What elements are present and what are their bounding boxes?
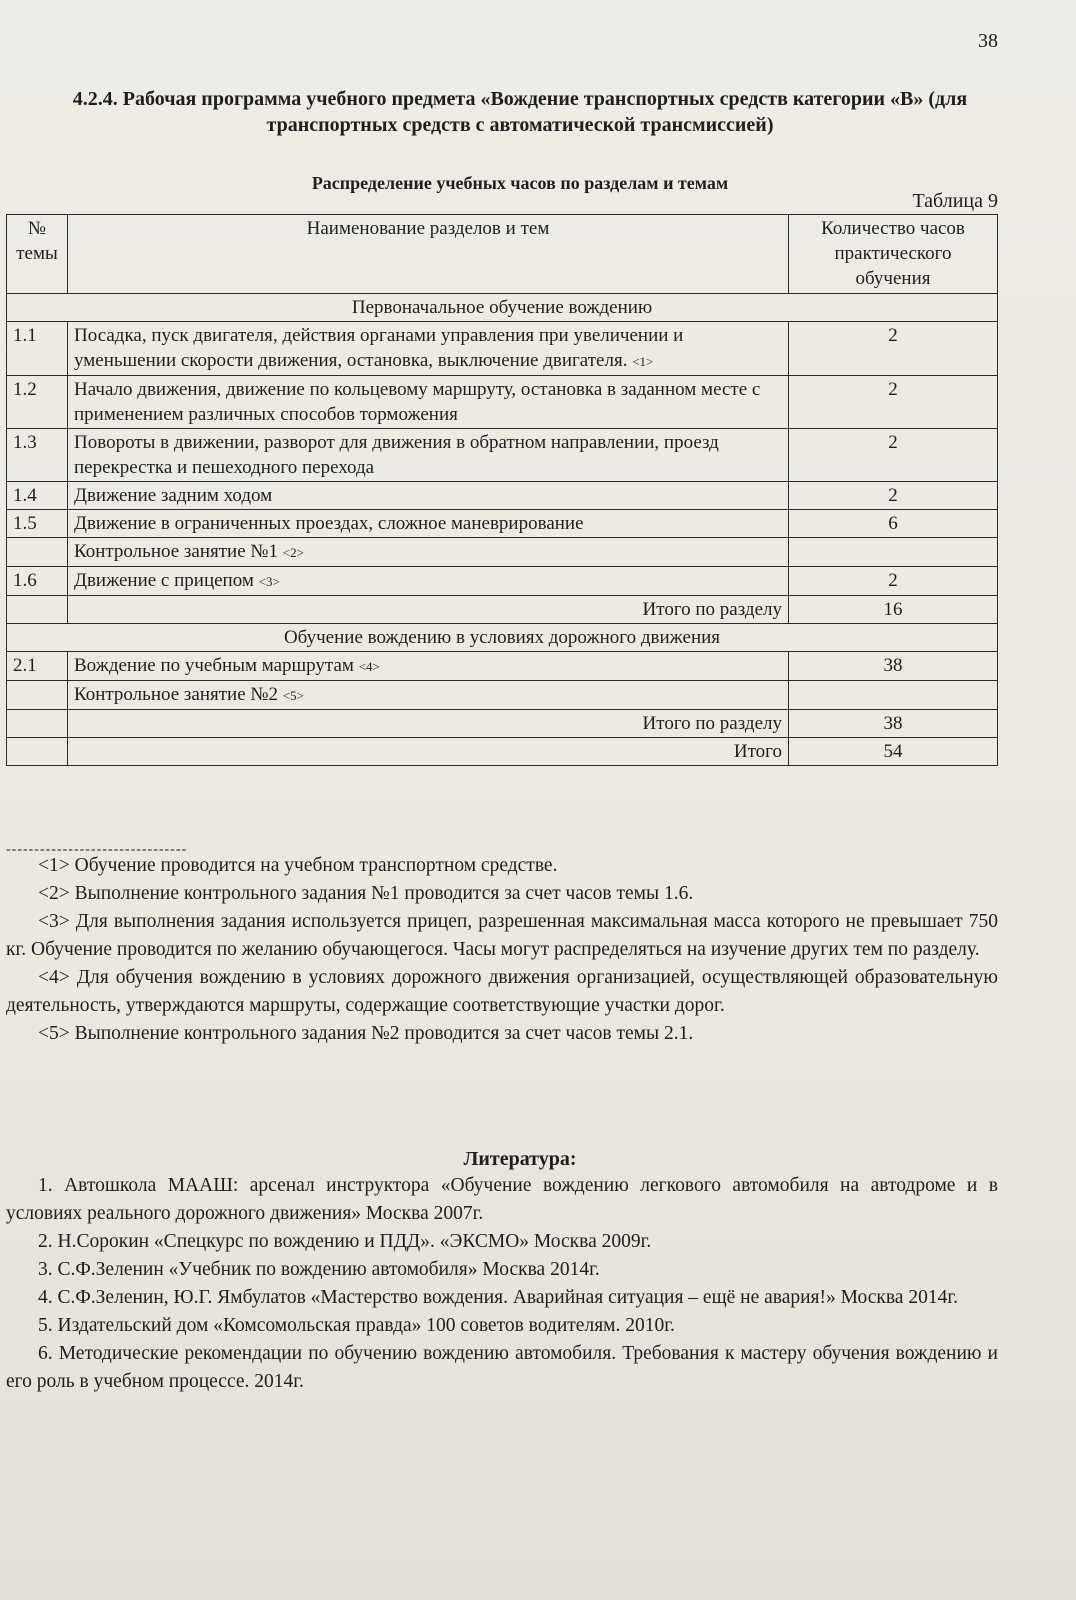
row-num: 1.3 — [7, 429, 68, 482]
section-title-row — [7, 294, 998, 322]
section-title-row — [7, 624, 998, 652]
row-name: Контрольное занятие №2 <5> — [68, 681, 789, 710]
row-num: 1.6 — [7, 567, 68, 596]
literature-item: 2. Н.Сорокин «Спецкурс по вождению и ПДД». «ЭКСМО» Москва 2009г. — [38, 1231, 652, 1252]
literature-item: 5. Издательский дом «Комсомольская правда» 100 советов водителям. 2010г. — [38, 1315, 675, 1336]
footnote-ref: <4> — [358, 659, 380, 674]
page-title: 4.2.4. Рабочая программа учебного предмета «Вождение транспортных средств категории «В» (для транспортных средств с автоматической трансмиссией) — [72, 88, 968, 136]
row-hours — [789, 681, 998, 710]
table-row — [7, 429, 998, 482]
row-num: 1.5 — [7, 510, 68, 538]
footnote-ref: <5> — [282, 688, 304, 703]
header-hours: Количество часов практического обучения — [789, 215, 998, 294]
table-row — [7, 322, 998, 376]
grand-total-hours: 54 — [789, 738, 998, 766]
row-name: Движение в ограниченных проездах, сложное маневрирование — [68, 510, 789, 538]
section-total-hours: 38 — [789, 710, 998, 738]
footnote: <1> Обучение проводится на учебном транспортном средстве. — [38, 855, 558, 876]
row-name: Движение задним ходом — [68, 482, 789, 510]
section-total-hours: 16 — [789, 596, 998, 624]
grand-total-row — [7, 738, 998, 766]
table-row — [7, 482, 998, 510]
row-num: 1.1 — [7, 322, 68, 376]
footnotes — [6, 852, 998, 1048]
row-num: 1.2 — [7, 376, 68, 429]
section-total-label: Итого по разделу — [68, 710, 789, 738]
footnote: <2> Выполнение контрольного задания №1 проводится за счет часов темы 1.6. — [38, 883, 694, 904]
literature-title: Литература: — [463, 1148, 577, 1170]
table-row — [7, 538, 998, 567]
row-hours: 2 — [789, 567, 998, 596]
row-hours — [789, 538, 998, 567]
row-name: Повороты в движении, разворот для движения в обратном направлении, проезд перекрестка и пешеходного перехода — [68, 429, 789, 482]
row-hours: 2 — [789, 322, 998, 376]
table-caption: Таблица 9 — [912, 190, 998, 212]
table-row — [7, 652, 998, 681]
row-name: Движение с прицепом <3> — [68, 567, 789, 596]
footnote-ref: <2> — [282, 545, 304, 560]
header-num: № темы — [7, 215, 68, 294]
page-number: 38 — [978, 30, 998, 52]
header-name: Наименование разделов и тем — [68, 215, 789, 294]
literature-item: 1. Автошкола МААШ: арсенал инструктора «Обучение вождению легкового автомобиля на автодроме и в условиях реального дорожного движения» Москва 2007г. — [6, 1175, 998, 1224]
section-title: Обучение вождению в условиях дорожного движения — [7, 624, 998, 652]
footnote: <5> Выполнение контрольного задания №2 проводится за счет часов темы 2.1. — [38, 1023, 694, 1044]
row-name: Посадка, пуск двигателя, действия органами управления при увеличении и уменьшении скорости движения, остановка, выключение двигателя. <1> — [68, 322, 789, 376]
footnote-ref: <1> — [632, 354, 654, 369]
literature-item: 4. С.Ф.Зеленин, Ю.Г. Ямбулатов «Мастерство вождения. Аварийная ситуация – ещё не авария!» Москва 2014г. — [38, 1287, 959, 1308]
grand-total-label: Итого — [68, 738, 789, 766]
literature-item: 6. Методические рекомендации по обучению вождению автомобиля. Требования к мастеру обучения вождению и его роль в учебном процессе. 2014г. — [6, 1343, 998, 1392]
hours-table — [6, 214, 998, 766]
row-name: Вождение по учебным маршрутам <4> — [68, 652, 789, 681]
table-row — [7, 681, 998, 710]
row-hours: 2 — [789, 429, 998, 482]
footnote: <3> Для выполнения задания используется прицеп, разрешенная максимальная масса которого не превышает 750 кг. Обучение проводится по желанию обучающегося. Часы могут распределяться на изучение других тем по разделу. — [6, 911, 998, 960]
section-title: Первоначальное обучение вождению — [7, 294, 998, 322]
row-num — [7, 538, 68, 567]
footnote-separator: -------------------------------- — [6, 842, 188, 857]
row-num: 2.1 — [7, 652, 68, 681]
table-row — [7, 567, 998, 596]
row-hours: 6 — [789, 510, 998, 538]
row-hours: 38 — [789, 652, 998, 681]
row-hours: 2 — [789, 376, 998, 429]
table-title: Распределение учебных часов по разделам и темам — [311, 173, 729, 193]
footnote-ref: <3> — [258, 574, 280, 589]
table-header-row — [7, 215, 998, 294]
section-total-row — [7, 596, 998, 624]
section-total-row — [7, 710, 998, 738]
section-total-label: Итого по разделу — [68, 596, 789, 624]
row-name: Контрольное занятие №1 <2> — [68, 538, 789, 567]
literature-item: 3. С.Ф.Зеленин «Учебник по вождению автомобиля» Москва 2014г. — [38, 1259, 600, 1280]
row-num: 1.4 — [7, 482, 68, 510]
table-row — [7, 376, 998, 429]
footnote: <4> Для обучения вождению в условиях дорожного движения организацией, осуществляющей образовательную деятельность, утверждаются маршруты, содержащие соответствующие участки дорог. — [6, 967, 998, 1016]
literature-list — [6, 1172, 998, 1396]
row-num — [7, 681, 68, 710]
row-hours: 2 — [789, 482, 998, 510]
row-name: Начало движения, движение по кольцевому маршруту, остановка в заданном месте с применением различных способов торможения — [68, 376, 789, 429]
table-row — [7, 510, 998, 538]
